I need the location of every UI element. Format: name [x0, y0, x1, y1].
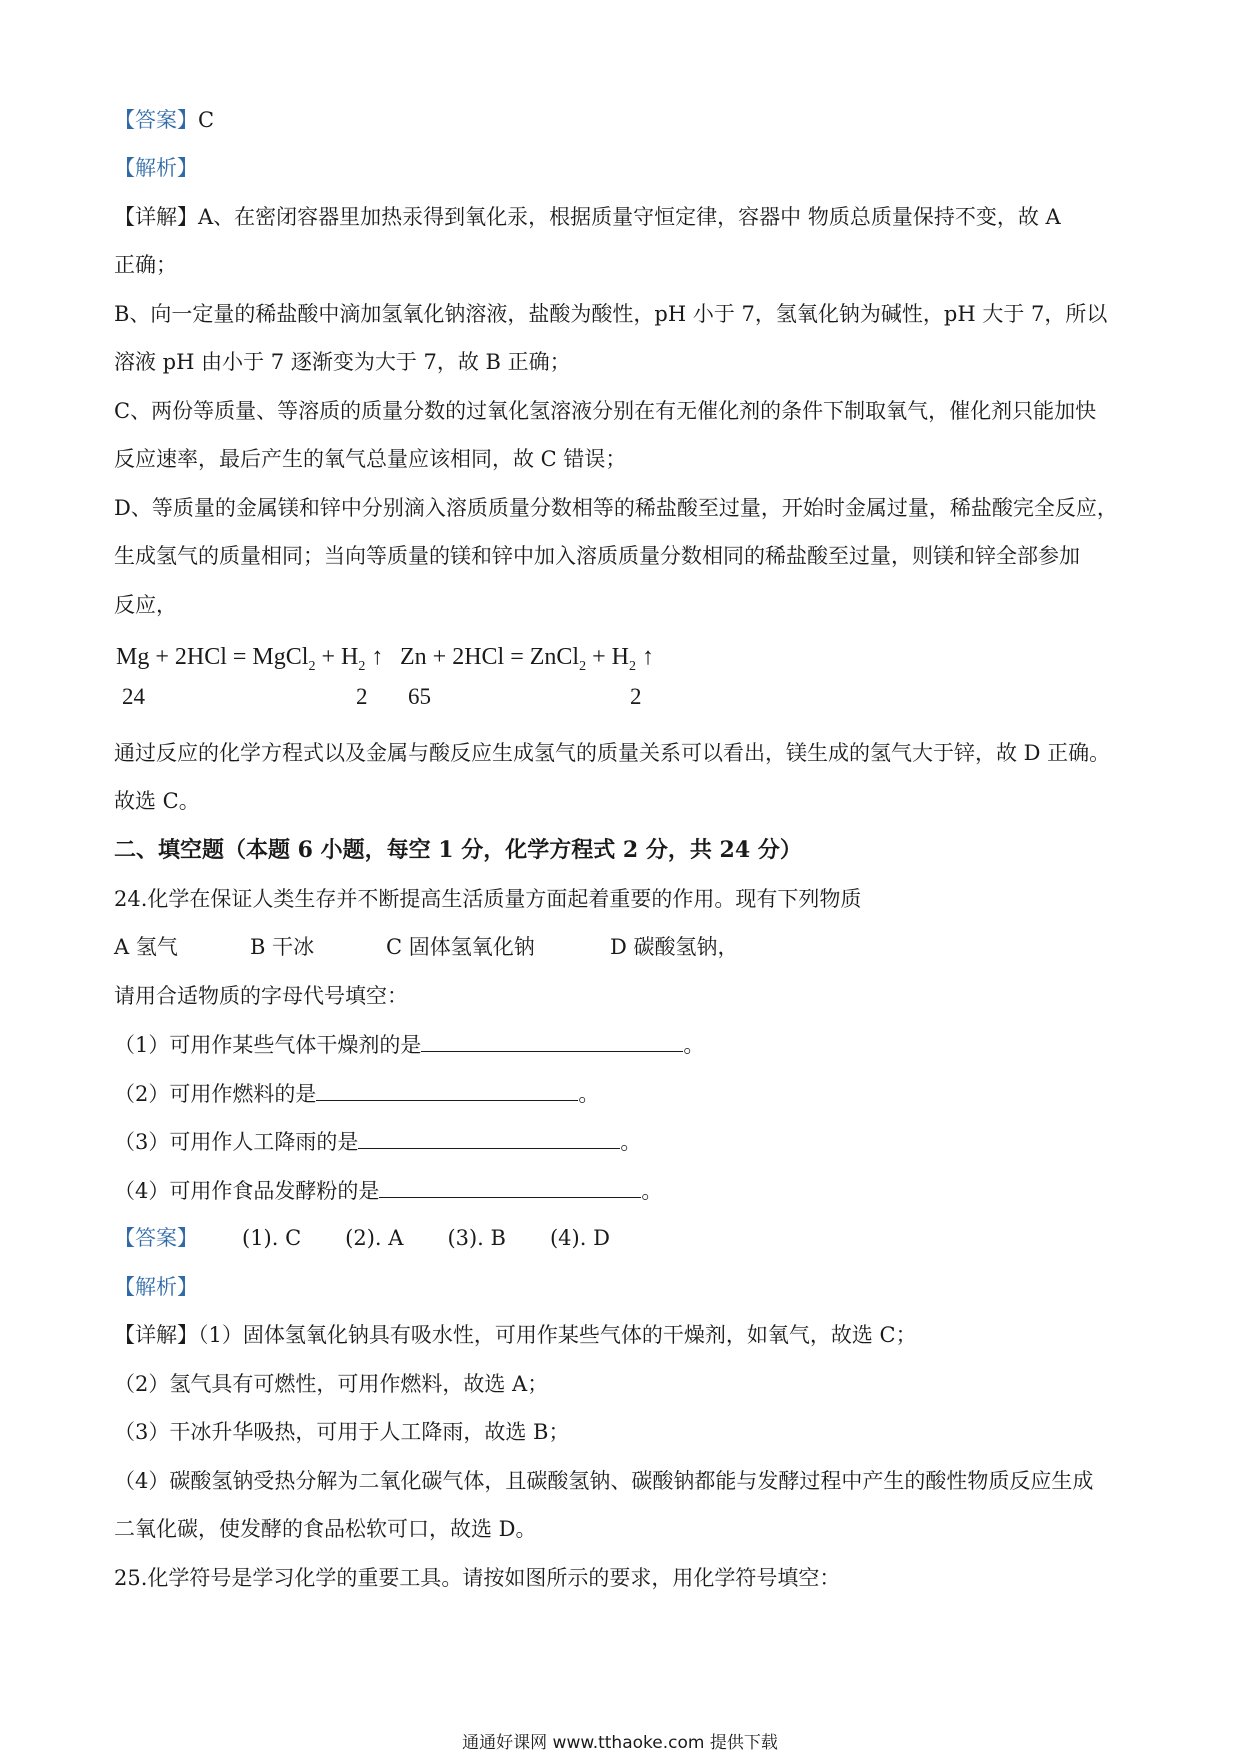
answer-line — [114, 105, 214, 135]
fill-blank-4: （4）可用作食品发酵粉的是 。 — [114, 1175, 662, 1206]
mass-mg: 24 — [122, 684, 145, 709]
q25-stem: 25.化学符号是学习化学的重要工具。请按如图所示的要求，用化学符号填空： — [114, 1566, 841, 1590]
detail-line-7: D、等质量的金属镁和锌中分别滴入溶质质量分数相等的稀盐酸至过量，开始时金属过量，稀盐酸完全反应， — [114, 496, 1118, 520]
q24-detail-line-3: （3）干冰升华吸热，可用于人工降雨，故选 B； — [114, 1420, 570, 1444]
fill-blank-1: （1）可用作某些气体干燥剂的是 。 — [114, 1029, 704, 1060]
q24-detail-line-5: 二氧化碳，使发酵的食品松软可口，故选 D。 — [114, 1517, 537, 1541]
option-d: D 碳酸氢钠， — [610, 935, 739, 959]
q24-detail-line-2: （2）氢气具有可燃性，可用作燃料，故选 A； — [114, 1372, 549, 1396]
option-a: A 氢气 — [114, 935, 178, 959]
equation-zn: Zn + 2HCl = ZnCl$_2$ + $H_2$ ↑ — [400, 644, 654, 674]
mass-h2-zn: 2 — [630, 684, 642, 709]
detail-tag: 【详解】 — [114, 205, 198, 229]
section-heading: 二、填空题（本题 6 小题，每空 1 分，化学方程式 2 分，共 24 分） — [114, 837, 802, 863]
q24-detail-line-1: 【详解】（1）固体氢氧化钠具有吸水性，可用作某些气体的干燥剂，如氧气，故选 C； — [114, 1323, 917, 1347]
detail-line-3: B、向一定量的稀盐酸中滴加氢氧化钠溶液，盐酸为酸性，pH 小于 7，氢氧化钠为碱性，pH 大于 7，所以 — [114, 302, 1108, 326]
answer-blank-4[interactable] — [379, 1175, 641, 1198]
footer-watermark[interactable]: 通通好课网 www.tthaoke.com 提供下载 — [462, 1733, 778, 1753]
mass-h2-mg: 2 — [356, 684, 368, 709]
conclusion-line: 通过反应的化学方程式以及金属与酸反应生成氢气的质量关系可以看出，镁生成的氢气大于锌，故 D 正确。 — [114, 741, 1111, 765]
analysis-tag: 【解析】 — [114, 156, 198, 180]
detail-line-2: 正确； — [114, 253, 177, 277]
detail-line-9: 反应， — [114, 593, 177, 617]
answer-tag: 【答案】 — [114, 1226, 198, 1250]
fill-blank-3: （3）可用作人工降雨的是 。 — [114, 1126, 641, 1157]
answer-blank-3[interactable] — [358, 1126, 620, 1149]
q24-instruction: 请用合适物质的字母代号填空： — [114, 984, 408, 1008]
q24-stem: 24.化学在保证人类生存并不断提高生活质量方面起着重要的作用。现有下列物质 — [114, 887, 862, 911]
final-answer-line: 故选 C。 — [114, 789, 200, 813]
detail-line-5: C、两份等质量、等溶质的质量分数的过氧化氢溶液分别在有无催化剂的条件下制取氧气，催化剂只能加快 — [114, 399, 1097, 423]
detail-line-6: 反应速率，最后产生的氧气总量应该相同，故 C 错误； — [114, 447, 627, 471]
answer-3: (3). B — [447, 1226, 506, 1250]
answer-blank-2[interactable] — [316, 1078, 578, 1101]
q24-analysis-tag: 【解析】 — [114, 1275, 198, 1299]
q24-options — [114, 932, 739, 962]
q24-answer-line — [114, 1223, 610, 1253]
equation-mg: Mg + 2HCl = MgCl$_2$ + $H_2$ ↑ — [116, 644, 384, 674]
mass-zn: 65 — [408, 684, 431, 709]
detail-line-1: 【详解】A、在密闭容器里加热汞得到氧化汞，根据质量守恒定律，容器中 物质总质量保持不变，故 A — [114, 205, 1061, 229]
answer-2: (2). A — [345, 1226, 404, 1250]
option-c: C 固体氢氧化钠 — [386, 935, 535, 959]
answer-tag: 【答案】 — [114, 108, 198, 132]
q24-detail-line-4: （4）碳酸氢钠受热分解为二氧化碳气体，且碳酸氢钠、碳酸钠都能与发酵过程中产生的酸性物质反应生成 — [114, 1469, 1094, 1493]
detail-line-4: 溶液 pH 由小于 7 逐渐变为大于 7，故 B 正确； — [114, 350, 571, 374]
answer-1: (1). C — [242, 1226, 302, 1250]
detail-line-8: 生成氢气的质量相同；当向等质量的镁和锌中加入溶质质量分数相同的稀盐酸至过量，则镁和锌全部参加 — [114, 544, 1080, 568]
fill-blank-2: （2）可用作燃料的是 。 — [114, 1078, 599, 1109]
answer-value: C — [198, 108, 215, 132]
answer-blank-1[interactable] — [421, 1029, 683, 1052]
option-b: B 干冰 — [250, 935, 315, 959]
answer-4: (4). D — [549, 1226, 610, 1250]
detail-tag: 【详解】 — [114, 1323, 198, 1347]
